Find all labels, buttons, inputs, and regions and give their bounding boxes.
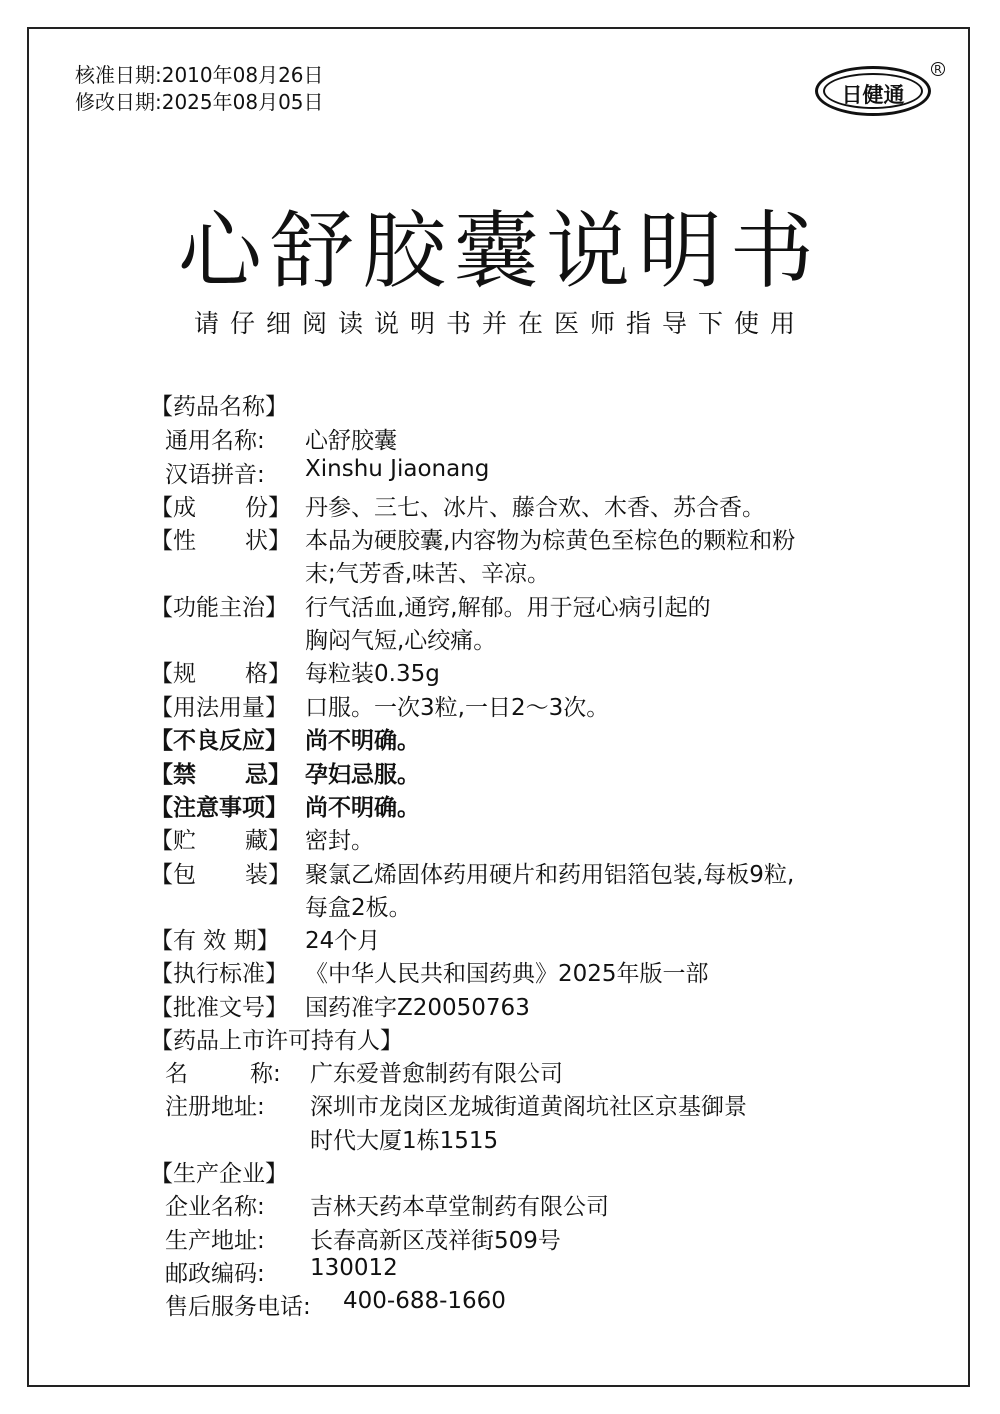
contraindications-value: 孕妇忌服。 [305, 762, 420, 788]
manufacturer-name-value: 吉林天药本草堂制药有限公司 [310, 1194, 609, 1220]
phone-value: 400-688-1660 [343, 1288, 506, 1314]
package-label-left: 【包 [150, 862, 196, 888]
appearance-line-1: 本品为硬胶囊,内容物为棕黄色至棕色的颗粒和粉 [305, 528, 796, 554]
ingredients-label-right: 份】 [245, 495, 291, 521]
ingredients-label-left: 【成 [150, 495, 196, 521]
pinyin-value: Xinshu Jiaonang [305, 456, 490, 482]
storage-label-right: 藏】 [245, 828, 291, 854]
storage-value: 密封。 [305, 828, 374, 854]
package-line-2: 每盒2板。 [305, 895, 412, 921]
page-title: 心舒胶囊说明书 [177, 202, 822, 300]
holder-name-label-right: 称: [250, 1061, 281, 1087]
holder-address-line-2: 时代大厦1栋1515 [310, 1128, 499, 1154]
precautions-label: 【注意事项】 [150, 795, 288, 821]
specification-label-left: 【规 [150, 661, 196, 687]
specification-label-right: 格】 [245, 661, 291, 687]
zip-label: 邮政编码: [165, 1261, 265, 1287]
appearance-label-right: 状】 [245, 528, 291, 554]
indications-label: 【功能主治】 [150, 595, 288, 621]
approval-number-label: 【批准文号】 [150, 995, 288, 1021]
approval-date: 核准日期:2010年08月26日 [75, 63, 324, 87]
ingredients-value: 丹参、三七、冰片、藤合欢、木香、苏合香。 [305, 495, 765, 521]
holder-name-label-left: 名 [165, 1061, 188, 1087]
page-subtitle: 请仔细阅读说明书并在医师指导下使用 [193, 309, 806, 338]
storage-label-left: 【贮 [150, 828, 196, 854]
dosage-value: 口服。一次3粒,一日2～3次。 [305, 695, 610, 721]
holder-name-value: 广东爱普愈制药有限公司 [310, 1061, 563, 1087]
adverse-label: 【不良反应】 [150, 728, 288, 754]
specification-value: 每粒装0.35g [305, 661, 440, 687]
manufacturer-address-value: 长春高新区茂祥街509号 [310, 1228, 561, 1254]
standard-label: 【执行标准】 [150, 961, 288, 987]
contraindications-label-right: 忌】 [245, 762, 291, 788]
precautions-value: 尚不明确。 [305, 795, 420, 821]
standard-value: 《中华人民共和国药典》2025年版一部 [305, 961, 709, 987]
holder-address-line-1: 深圳市龙岗区龙城街道黄阁坑社区京基御景 [310, 1094, 747, 1120]
manufacturer-address-label: 生产地址: [165, 1228, 265, 1254]
zip-value: 130012 [310, 1255, 398, 1281]
validity-value: 24个月 [305, 928, 381, 954]
holder-address-label: 注册地址: [165, 1094, 265, 1120]
indications-line-1: 行气活血,通窍,解郁。用于冠心病引起的 [305, 595, 711, 621]
brand-logo-text: 日健通 [841, 83, 905, 107]
holder-heading: 【药品上市许可持有人】 [150, 1028, 403, 1054]
package-label-right: 装】 [245, 862, 291, 888]
manufacturer-name-label: 企业名称: [165, 1194, 265, 1220]
brand-logo [815, 62, 942, 122]
registered-mark-icon: R [931, 62, 945, 76]
contraindications-label-left: 【禁 [150, 762, 196, 788]
validity-label: 【有 效 期】 [150, 928, 280, 954]
package-line-1: 聚氯乙烯固体药用硬片和药用铝箔包装,每板9粒, [305, 862, 795, 888]
appearance-label-left: 【性 [150, 528, 196, 554]
generic-name-value: 心舒胶囊 [305, 428, 397, 454]
phone-label: 售后服务电话: [165, 1294, 311, 1320]
manufacturer-heading: 【生产企业】 [150, 1161, 288, 1187]
pinyin-label: 汉语拼音: [165, 462, 265, 488]
appearance-line-2: 末;气芳香,味苦、辛凉。 [305, 561, 551, 587]
indications-line-2: 胸闷气短,心绞痛。 [305, 628, 497, 654]
approval-number-value: 国药准字Z20050763 [305, 995, 530, 1021]
generic-name-label: 通用名称: [165, 428, 265, 454]
date-block [75, 62, 324, 116]
adverse-value: 尚不明确。 [305, 728, 420, 754]
revision-date: 修改日期:2025年08月05日 [75, 90, 324, 114]
dosage-label: 【用法用量】 [150, 695, 288, 721]
drug-name-heading: 【药品名称】 [150, 394, 288, 420]
